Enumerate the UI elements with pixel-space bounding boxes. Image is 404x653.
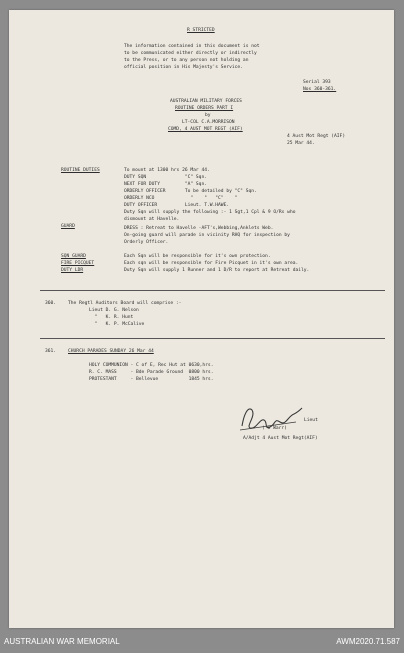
routine-line-3: NEXT FOR DUTY "A" Sqn. [124, 182, 207, 187]
order-numbers: Nos 360-361. [303, 87, 337, 92]
church-row-2: R. C. MASS - Bde Parade Ground 0800 hrs. [89, 370, 214, 375]
guard-line-3: Orderly Officer. [124, 240, 169, 245]
guard-line-1: DRESS : Retreat to Havelle -AFT's,Webbing,Anklets Web. [124, 226, 274, 231]
church-parades-heading: CHURCH PARADES SUNDAY 26 Mar 44 [68, 349, 154, 354]
title-line-4: LT-COL C.A.MORRISON [182, 120, 235, 125]
title-line-1: AUSTRALIAN MILITARY FORCES [170, 99, 242, 104]
notice-line-3: to the Press, or to any person not holding an [124, 58, 249, 63]
sqn-line-1: Each Sqn will be responsible for it's own protection. [124, 254, 271, 259]
title-line-3: by [205, 113, 211, 118]
auditor-2: " K. R. Hunt [89, 315, 134, 320]
section-divider-1 [40, 290, 385, 291]
serial-number: Serial 393 [303, 80, 331, 85]
routine-line-6: DUTY OFFICER Lieut. T.W.HAWE. [124, 203, 230, 208]
routine-line-5: ORDERLY NCO " " "C" " [124, 196, 238, 201]
item-361-number: 361. [45, 349, 57, 354]
sqn-guard-heading: SQN GUARD [61, 254, 86, 259]
fire-picquet-heading: FIRE PICQUET [61, 261, 95, 266]
order-date: 25 Mar 44. [287, 141, 315, 146]
routine-line-7: Duty Sqn will supply the following :- 1 Sgt,1 Cpl & 9 O/Rs who [124, 210, 296, 215]
routine-line-4: ORDERLY OFFICER To be detailed by "C" Sqn. [124, 189, 257, 194]
routine-duties-heading: ROUTINE DUTIES [61, 168, 100, 173]
routine-line-8: dismount at Havelle. [124, 217, 180, 222]
item-360-number: 360. [45, 301, 57, 306]
signatory-role: A/Adjt 4 Aust Mot Regt(AIF) [243, 436, 318, 441]
guard-heading: GUARD [61, 224, 75, 229]
duty-ldr-heading: DUTY LDR [61, 268, 84, 273]
unit-name: 4 Aust Mot Regt (AIF) [287, 134, 346, 139]
notice-line-4: official position in His Majesty's Service. [124, 65, 243, 70]
classification-label: R STRICTED [187, 28, 215, 33]
notice-line-2: to be communicated either directly or indirectly [124, 51, 257, 56]
section-divider-2 [40, 338, 385, 339]
auditor-3: " K. P. McCalive [89, 322, 145, 327]
title-line-2: ROUTINE ORDERS PART I [175, 106, 234, 111]
signatory-name: ( G Warr) [262, 426, 287, 431]
title-line-5: COMD, 4 AUST MOT REGT (AIF) [168, 127, 243, 132]
sqn-line-3: Duty Sqn will supply 1 Runner and 1 D/R to report at Retreat daily. [124, 268, 310, 273]
routine-line-2: DUTY SQN "C" Sqn. [124, 175, 207, 180]
auditor-1: Lieut D. G. Nelson [89, 308, 139, 313]
notice-line-1: The information contained in this document is not [124, 44, 260, 49]
routine-line-1: To mount at 1300 hrs 26 Mar 44. [124, 168, 210, 173]
sqn-line-2: Each sqn will be responsible for Fire Picquet in it's own area. [124, 261, 299, 266]
footer-accession-number: AWM2020.71.587 [336, 637, 400, 646]
church-row-3: PROTESTANT - Bellevue 1845 hrs. [89, 377, 214, 382]
church-row-1: HOLY COMMUNION - C of E, Rec Hut at 0630,hrs. [89, 363, 214, 368]
footer-institution: AUSTRALIAN WAR MEMORIAL [4, 637, 120, 646]
signatory-rank: Lieut [304, 418, 318, 423]
guard-line-2: On-going guard will parade in vicinity RHQ for inspection by [124, 233, 290, 238]
item-360-text: The Regtl Auditors Board will comprise :- [68, 301, 182, 306]
